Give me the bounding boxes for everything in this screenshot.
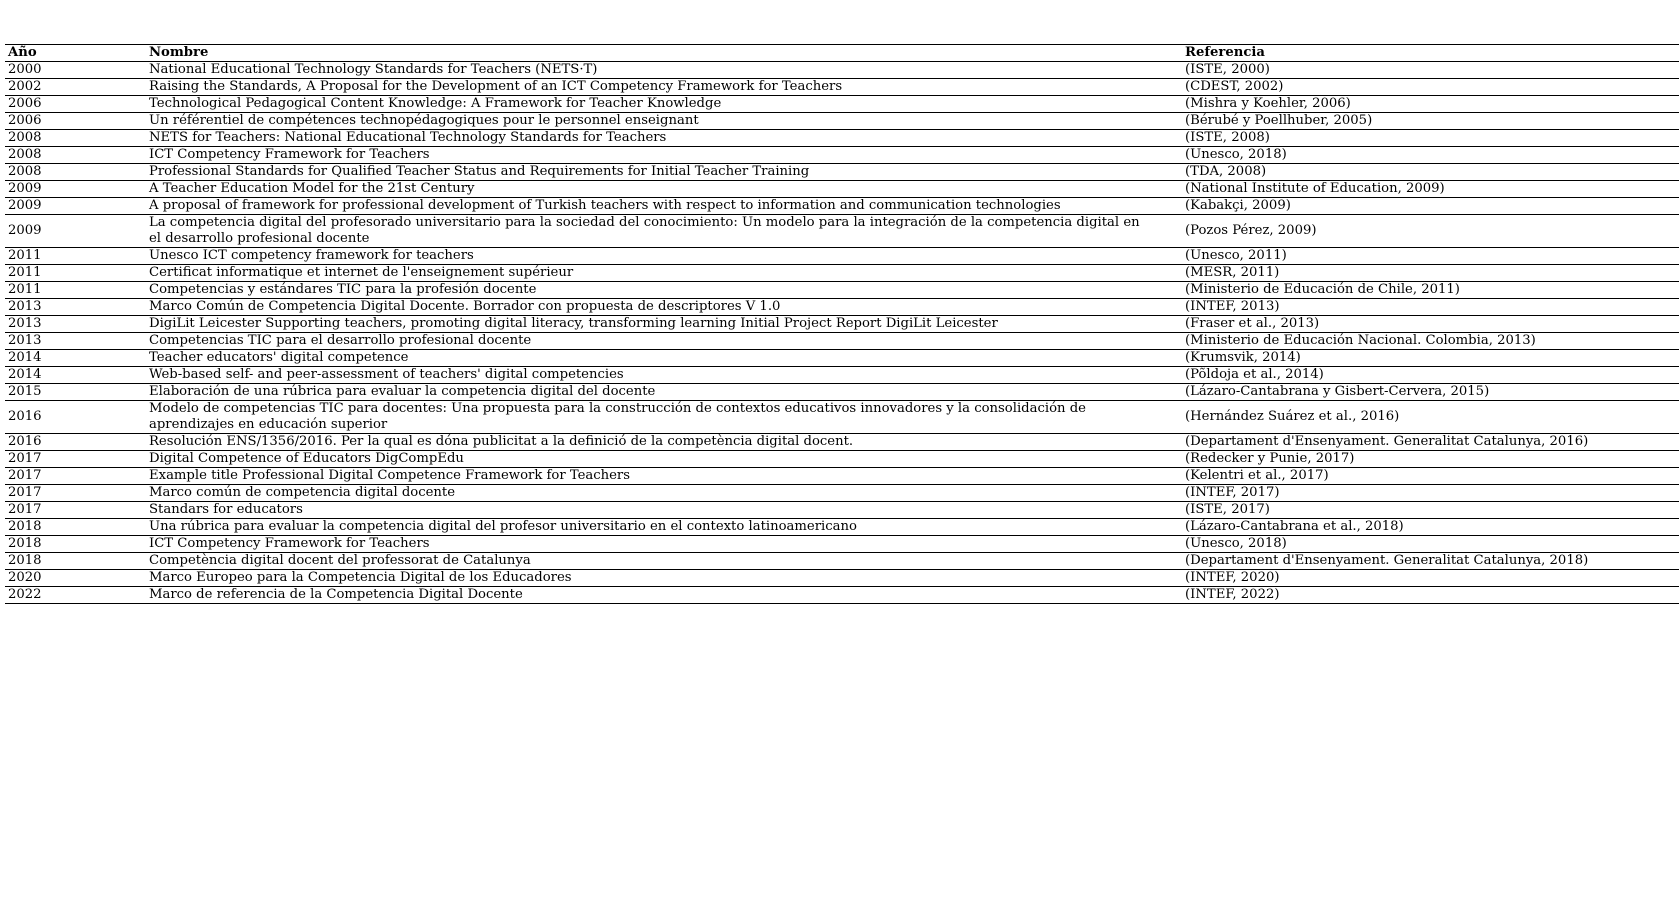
cell-year: 2016 bbox=[8, 409, 42, 424]
cell-year: 2014 bbox=[8, 350, 42, 365]
cell-year: 2011 bbox=[8, 282, 42, 297]
cell-year: 2014 bbox=[8, 367, 42, 382]
table-row bbox=[5, 367, 1679, 384]
cell-year: 2020 bbox=[8, 570, 42, 585]
table-row bbox=[5, 570, 1679, 587]
cell-reference: (ISTE, 2000) bbox=[1185, 62, 1270, 77]
header-row bbox=[5, 45, 1679, 62]
cell-reference: (CDEST, 2002) bbox=[1185, 79, 1284, 94]
cell-name: Una rúbrica para evaluar la competencia digital del profesor universitario en el contexto latinoamericano bbox=[149, 519, 857, 534]
table-row bbox=[5, 468, 1679, 485]
cell-name: Elaboración de una rúbrica para evaluar la competencia digital del docente bbox=[149, 384, 656, 399]
cell-year: 2006 bbox=[8, 96, 42, 111]
cell-name: Web-based self- and peer-assessment of teachers' digital competencies bbox=[149, 367, 624, 382]
cell-reference: (INTEF, 2017) bbox=[1185, 485, 1280, 500]
cell-name: Un référentiel de compétences technopédagogiques pour le personnel enseignant bbox=[149, 113, 699, 128]
table-row bbox=[5, 401, 1679, 434]
cell-year: 2011 bbox=[8, 248, 42, 263]
table-row bbox=[5, 502, 1679, 519]
cell-name: Standars for educators bbox=[149, 502, 303, 517]
cell-name: La competencia digital del profesorado universitario para la sociedad del conocimiento: Un modelo para la integración de la competencia digital en el desarrollo profesional docente bbox=[149, 215, 1140, 246]
cell-name: Digital Competence of Educators DigCompEdu bbox=[149, 451, 464, 466]
cell-name: A Teacher Education Model for the 21st Century bbox=[149, 181, 475, 196]
cell-year: 2009 bbox=[8, 181, 42, 196]
cell-name: Competència digital docent del professorat de Catalunya bbox=[149, 553, 531, 568]
cell-name: Competencias y estándares TIC para la profesión docente bbox=[149, 282, 537, 297]
header-reference: Referencia bbox=[1185, 45, 1265, 60]
cell-name: Example title Professional Digital Competence Framework for Teachers bbox=[149, 468, 631, 483]
table-row bbox=[5, 147, 1679, 164]
cell-reference: (MESR, 2011) bbox=[1185, 265, 1280, 280]
table-row bbox=[5, 113, 1679, 130]
cell-reference: (Mishra y Koehler, 2006) bbox=[1185, 96, 1351, 111]
table-row bbox=[5, 164, 1679, 181]
cell-name: Unesco ICT competency framework for teachers bbox=[149, 248, 474, 263]
cell-name: Teacher educators' digital competence bbox=[149, 350, 409, 365]
table-row bbox=[5, 62, 1679, 79]
cell-name: Modelo de competencias TIC para docentes: Una propuesta para la construcción de contextos educativos innovadores y la consolidación de aprendizajes en educación superior bbox=[149, 401, 1086, 432]
table-row bbox=[5, 198, 1679, 215]
table-row bbox=[5, 181, 1679, 198]
cell-reference: (Redecker y Punie, 2017) bbox=[1185, 451, 1355, 466]
cell-reference: (Ministerio de Educación de Chile, 2011) bbox=[1185, 282, 1460, 297]
cell-reference: (Lázaro-Cantabrana y Gisbert-Cervera, 2015) bbox=[1185, 384, 1490, 399]
cell-reference: (Krumsvik, 2014) bbox=[1185, 350, 1301, 365]
cell-reference: (Unesco, 2018) bbox=[1185, 536, 1287, 551]
cell-reference: (Departament d'Ensenyament. Generalitat Catalunya, 2018) bbox=[1185, 553, 1589, 568]
cell-reference: (INTEF, 2013) bbox=[1185, 299, 1280, 314]
cell-name: Technological Pedagogical Content Knowledge: A Framework for Teacher Knowledge bbox=[149, 96, 722, 111]
table-row bbox=[5, 130, 1679, 147]
table-row bbox=[5, 519, 1679, 536]
cell-name: National Educational Technology Standards for Teachers (NETS·T) bbox=[149, 62, 598, 77]
cell-year: 2017 bbox=[8, 468, 42, 483]
cell-reference: (ISTE, 2017) bbox=[1185, 502, 1270, 517]
cell-year: 2015 bbox=[8, 384, 42, 399]
cell-name: ICT Competency Framework for Teachers bbox=[149, 147, 430, 162]
table-row bbox=[5, 79, 1679, 96]
cell-reference: (Unesco, 2011) bbox=[1185, 248, 1287, 263]
cell-year: 2016 bbox=[8, 434, 42, 449]
cell-year: 2009 bbox=[8, 223, 42, 238]
table-row bbox=[5, 384, 1679, 401]
table-row bbox=[5, 350, 1679, 367]
table-header bbox=[5, 45, 1679, 62]
cell-year: 2002 bbox=[8, 79, 42, 94]
cell-name: Raising the Standards, A Proposal for the Development of an ICT Competency Framework for Teachers bbox=[149, 79, 843, 94]
cell-reference: (TDA, 2008) bbox=[1185, 164, 1267, 179]
frameworks-table-container bbox=[5, 44, 1679, 604]
cell-reference: (Bérubé y Poellhuber, 2005) bbox=[1185, 113, 1373, 128]
cell-reference: (Kelentri et al., 2017) bbox=[1185, 468, 1329, 483]
cell-year: 2008 bbox=[8, 164, 42, 179]
table-row bbox=[5, 282, 1679, 299]
cell-name: DigiLit Leicester Supporting teachers, promoting digital literacy, transforming learning Initial Project Report DigiLit Leicester bbox=[149, 316, 998, 331]
cell-reference: (INTEF, 2020) bbox=[1185, 570, 1280, 585]
cell-name: NETS for Teachers: National Educational Technology Standards for Teachers bbox=[149, 130, 667, 145]
cell-year: 2013 bbox=[8, 333, 42, 348]
cell-name: Resolución ENS/1356/2016. Per la qual es dóna publicitat a la definició de la competència digital docent. bbox=[149, 434, 854, 449]
cell-reference: (Ministerio de Educación Nacional. Colombia, 2013) bbox=[1185, 333, 1536, 348]
cell-year: 2008 bbox=[8, 147, 42, 162]
table-row bbox=[5, 265, 1679, 282]
table-row bbox=[5, 333, 1679, 350]
cell-reference: (Pozos Pérez, 2009) bbox=[1185, 223, 1317, 238]
cell-year: 2013 bbox=[8, 299, 42, 314]
table-row bbox=[5, 451, 1679, 468]
table-row bbox=[5, 299, 1679, 316]
cell-year: 2011 bbox=[8, 265, 42, 280]
cell-name: Marco Europeo para la Competencia Digital de los Educadores bbox=[149, 570, 572, 585]
cell-year: 2013 bbox=[8, 316, 42, 331]
table-body bbox=[5, 62, 1679, 604]
table-row bbox=[5, 248, 1679, 265]
cell-reference: (ISTE, 2008) bbox=[1185, 130, 1270, 145]
table-row bbox=[5, 215, 1679, 248]
header-name: Nombre bbox=[149, 45, 209, 60]
table-row bbox=[5, 485, 1679, 502]
cell-reference: (National Institute of Education, 2009) bbox=[1185, 181, 1445, 196]
cell-year: 2017 bbox=[8, 485, 42, 500]
cell-name: Marco común de competencia digital docente bbox=[149, 485, 456, 500]
header-year: Año bbox=[8, 45, 37, 60]
cell-name: ICT Competency Framework for Teachers bbox=[149, 536, 430, 551]
cell-name: Professional Standards for Qualified Teacher Status and Requirements for Initial Teacher Training bbox=[149, 164, 810, 179]
cell-year: 2018 bbox=[8, 536, 42, 551]
cell-name: Certificat informatique et internet de l'enseignement supérieur bbox=[149, 265, 574, 280]
cell-reference: (Hernández Suárez et al., 2016) bbox=[1185, 409, 1400, 424]
cell-year: 2017 bbox=[8, 451, 42, 466]
table-row bbox=[5, 316, 1679, 333]
frameworks-table bbox=[5, 44, 1679, 604]
table-row bbox=[5, 587, 1679, 604]
cell-year: 2000 bbox=[8, 62, 42, 77]
cell-year: 2018 bbox=[8, 553, 42, 568]
cell-reference: (Departament d'Ensenyament. Generalitat Catalunya, 2016) bbox=[1185, 434, 1589, 449]
cell-year: 2017 bbox=[8, 502, 42, 517]
cell-reference: (Kabakçi, 2009) bbox=[1185, 198, 1291, 213]
cell-year: 2022 bbox=[8, 587, 42, 602]
cell-reference: (Unesco, 2018) bbox=[1185, 147, 1287, 162]
cell-year: 2006 bbox=[8, 113, 42, 128]
table-row bbox=[5, 536, 1679, 553]
table-row bbox=[5, 96, 1679, 113]
cell-year: 2009 bbox=[8, 198, 42, 213]
cell-year: 2018 bbox=[8, 519, 42, 534]
cell-name: Marco de referencia de la Competencia Digital Docente bbox=[149, 587, 523, 602]
cell-year: 2008 bbox=[8, 130, 42, 145]
cell-reference: (Põldoja et al., 2014) bbox=[1185, 367, 1324, 382]
cell-name: Competencias TIC para el desarrollo profesional docente bbox=[149, 333, 532, 348]
cell-name: A proposal of framework for professional development of Turkish teachers with respect to information and communication technologies bbox=[149, 198, 1061, 213]
cell-reference: (INTEF, 2022) bbox=[1185, 587, 1280, 602]
table-row bbox=[5, 553, 1679, 570]
cell-reference: (Lázaro-Cantabrana et al., 2018) bbox=[1185, 519, 1404, 534]
table-row bbox=[5, 434, 1679, 451]
cell-name: Marco Común de Competencia Digital Docente. Borrador con propuesta de descriptores V 1.0 bbox=[149, 299, 781, 314]
cell-reference: (Fraser et al., 2013) bbox=[1185, 316, 1320, 331]
